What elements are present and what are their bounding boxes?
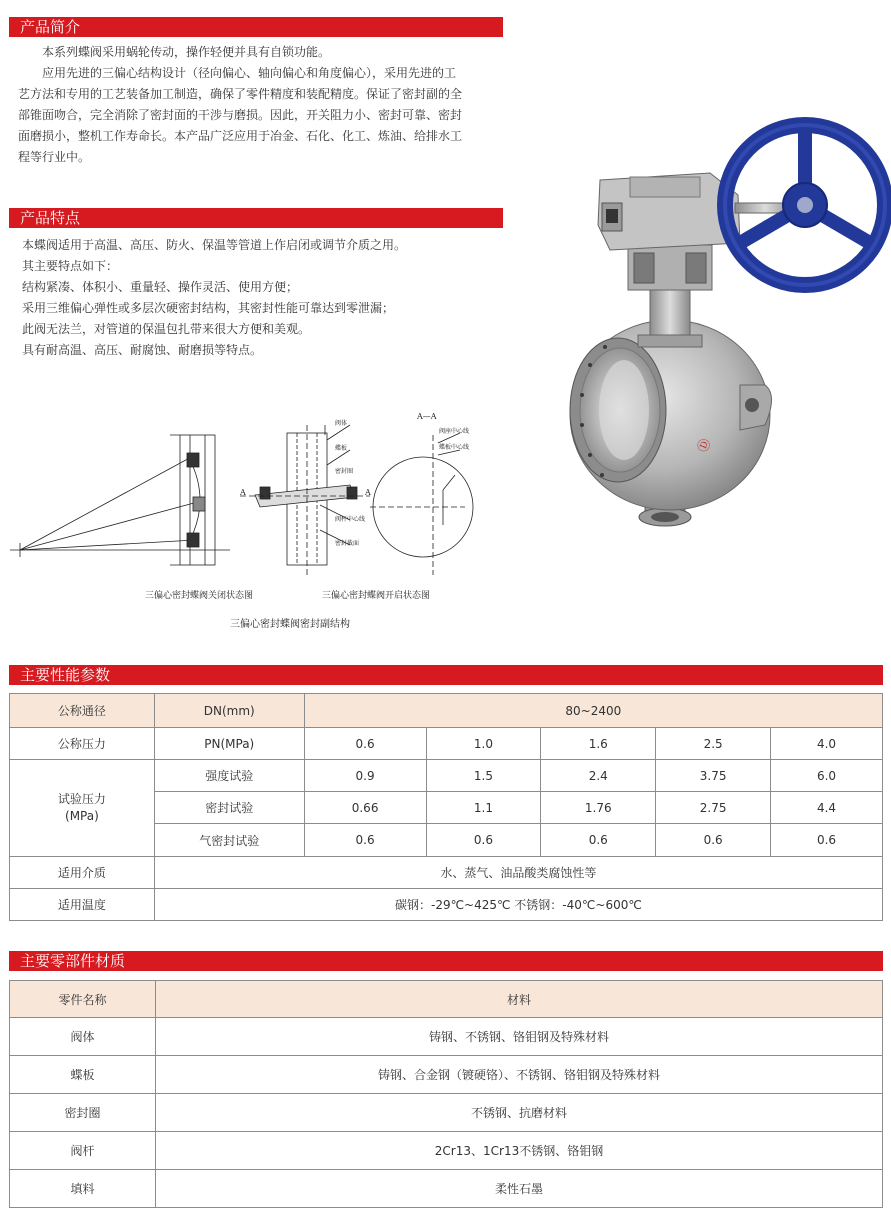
table-cell: 0.6 <box>426 824 541 857</box>
intro-line: 面磨损小，整机工作寿命长。本产品广泛应用于冶金、石化、化工、炼油、给排水工 <box>18 129 463 143</box>
part-name: 密封圈 <box>10 1094 156 1132</box>
intro-line: 应用先进的三偏心结构设计（径向偏心、轴向偏心和角度偏心），采用先进的工 <box>42 66 457 80</box>
table-cell: 4.4 <box>771 792 883 824</box>
part-material: 2Cr13、1Cr13不锈钢、铬钼钢 <box>156 1132 883 1170</box>
feature-line: 其主要特点如下： <box>22 259 119 273</box>
callout-label: 阀座中心线 <box>439 428 470 435</box>
param-sublabel: 强度试验 <box>154 760 304 792</box>
part-material: 铸钢、不锈钢、铬钼钢及特殊材料 <box>156 1018 883 1056</box>
param-label: 公称压力 <box>10 728 155 760</box>
butterfly-valve-image <box>560 85 890 545</box>
table-cell: 3.75 <box>656 760 771 792</box>
table-cell: 0.6 <box>304 728 426 760</box>
intro-line: 程等行业中。 <box>18 150 91 164</box>
test-pressure-label: 试验压力 <box>57 792 106 806</box>
materials-section-header: 主要零部件材质 <box>9 951 883 971</box>
materials-table <box>9 980 883 1208</box>
table-cell: 1.5 <box>426 760 541 792</box>
table-row <box>10 981 883 1018</box>
table-cell: 6.0 <box>771 760 883 792</box>
seal-structure-diagram <box>5 405 470 605</box>
section-label: A—A <box>417 412 437 421</box>
part-name: 阀杆 <box>10 1132 156 1170</box>
table-cell: 0.6 <box>656 824 771 857</box>
param-label <box>10 760 155 857</box>
table-cell: 1.6 <box>541 728 656 760</box>
table-cell: 4.0 <box>771 728 883 760</box>
callout-label: 密封截面 <box>335 540 360 547</box>
intro-paragraph <box>18 42 508 168</box>
intro-line: 本系列蝶阀采用蜗轮传动，操作轻便并具有自锁功能。 <box>42 45 331 59</box>
caption-open: 三偏心密封蝶阀开启状态图 <box>322 591 431 601</box>
callout-label: 阀杆中心线 <box>335 516 366 523</box>
feature-line: 此阀无法兰，对管道的保温包扎带来很大方便和美观。 <box>22 322 311 336</box>
table-cell: 0.9 <box>304 760 426 792</box>
intro-line: 艺方法和专用的工艺装备加工制造，确保了零件精度和装配精度。保证了密封副的全 <box>18 87 463 101</box>
cut-label-a-right: A <box>365 488 371 497</box>
table-cell: 1.1 <box>426 792 541 824</box>
part-name: 蝶板 <box>10 1056 156 1094</box>
param-unit: PN(MPa) <box>154 728 304 760</box>
callout-label: 蝶板中心线 <box>439 444 470 451</box>
param-sublabel: 密封试验 <box>154 792 304 824</box>
table-row <box>10 760 883 792</box>
callout-label: 蝶板 <box>335 445 348 452</box>
table-cell: 0.66 <box>304 792 426 824</box>
param-sublabel: 气密封试验 <box>154 824 304 857</box>
part-material: 铸钢、合金钢（镀硬铬）、不锈钢、铬钼钢及特殊材料 <box>156 1056 883 1094</box>
table-row <box>10 728 883 760</box>
params-section-header: 主要性能参数 <box>9 665 883 685</box>
param-value: 水、蒸气、油品酸类腐蚀性等 <box>154 857 882 889</box>
cut-label-a-left: A <box>240 488 246 497</box>
table-row <box>10 1170 883 1208</box>
intro-line: 部锥面吻合，完全消除了密封面的干涉与磨损。因此，开关阻力小、密封可靠、密封 <box>18 108 463 122</box>
table-cell: 2.4 <box>541 760 656 792</box>
intro-section-header: 产品简介 <box>9 17 503 37</box>
feature-line: 采用三维偏心弹性或多层次硬密封结构，其密封性能可靠达到零泄漏； <box>22 301 395 315</box>
svg-text:Ⓓ: Ⓓ <box>695 437 715 455</box>
feature-line: 具有耐高温、高压、耐腐蚀、耐磨损等特点。 <box>22 343 263 357</box>
table-cell: 0.6 <box>771 824 883 857</box>
caption-closed: 三偏心密封蝶阀关闭状态图 <box>145 591 254 601</box>
callout-label: 密封圈 <box>335 468 354 475</box>
table-cell: 2.75 <box>656 792 771 824</box>
table-cell: 0.6 <box>541 824 656 857</box>
features-paragraph <box>22 235 512 361</box>
param-label: 适用介质 <box>10 857 155 889</box>
table-cell: 2.5 <box>656 728 771 760</box>
caption-main: 三偏心密封蝶阀密封副结构 <box>230 619 350 630</box>
table-row <box>10 1094 883 1132</box>
table-row <box>10 1056 883 1094</box>
part-name: 阀体 <box>10 1018 156 1056</box>
table-cell: 1.0 <box>426 728 541 760</box>
params-table <box>9 693 883 921</box>
param-unit: DN(mm) <box>154 694 304 728</box>
part-name: 填料 <box>10 1170 156 1208</box>
table-row <box>10 694 883 728</box>
feature-line: 本蝶阀适用于高温、高压、防火、保温等管道上作启闭或调节介质之用。 <box>22 238 407 252</box>
part-material: 柔性石墨 <box>156 1170 883 1208</box>
test-pressure-unit: (MPa) <box>65 809 99 823</box>
param-label: 适用温度 <box>10 889 155 921</box>
features-section-header: 产品特点 <box>9 208 503 228</box>
table-row <box>10 889 883 921</box>
part-material: 不锈钢、抗磨材料 <box>156 1094 883 1132</box>
param-value: 碳钢：-29℃~425℃ 不锈钢：-40℃~600℃ <box>154 889 882 921</box>
table-row <box>10 1132 883 1170</box>
header-part: 零件名称 <box>10 981 156 1018</box>
feature-line: 结构紧凑、体积小、重量轻、操作灵活、使用方便； <box>22 280 299 294</box>
table-row <box>10 857 883 889</box>
header-material: 材料 <box>156 981 883 1018</box>
table-row <box>10 1018 883 1056</box>
callout-label: 阀体 <box>335 420 348 427</box>
param-label: 公称通径 <box>10 694 155 728</box>
table-cell: 0.6 <box>304 824 426 857</box>
table-cell: 1.76 <box>541 792 656 824</box>
param-value: 80~2400 <box>304 694 882 728</box>
